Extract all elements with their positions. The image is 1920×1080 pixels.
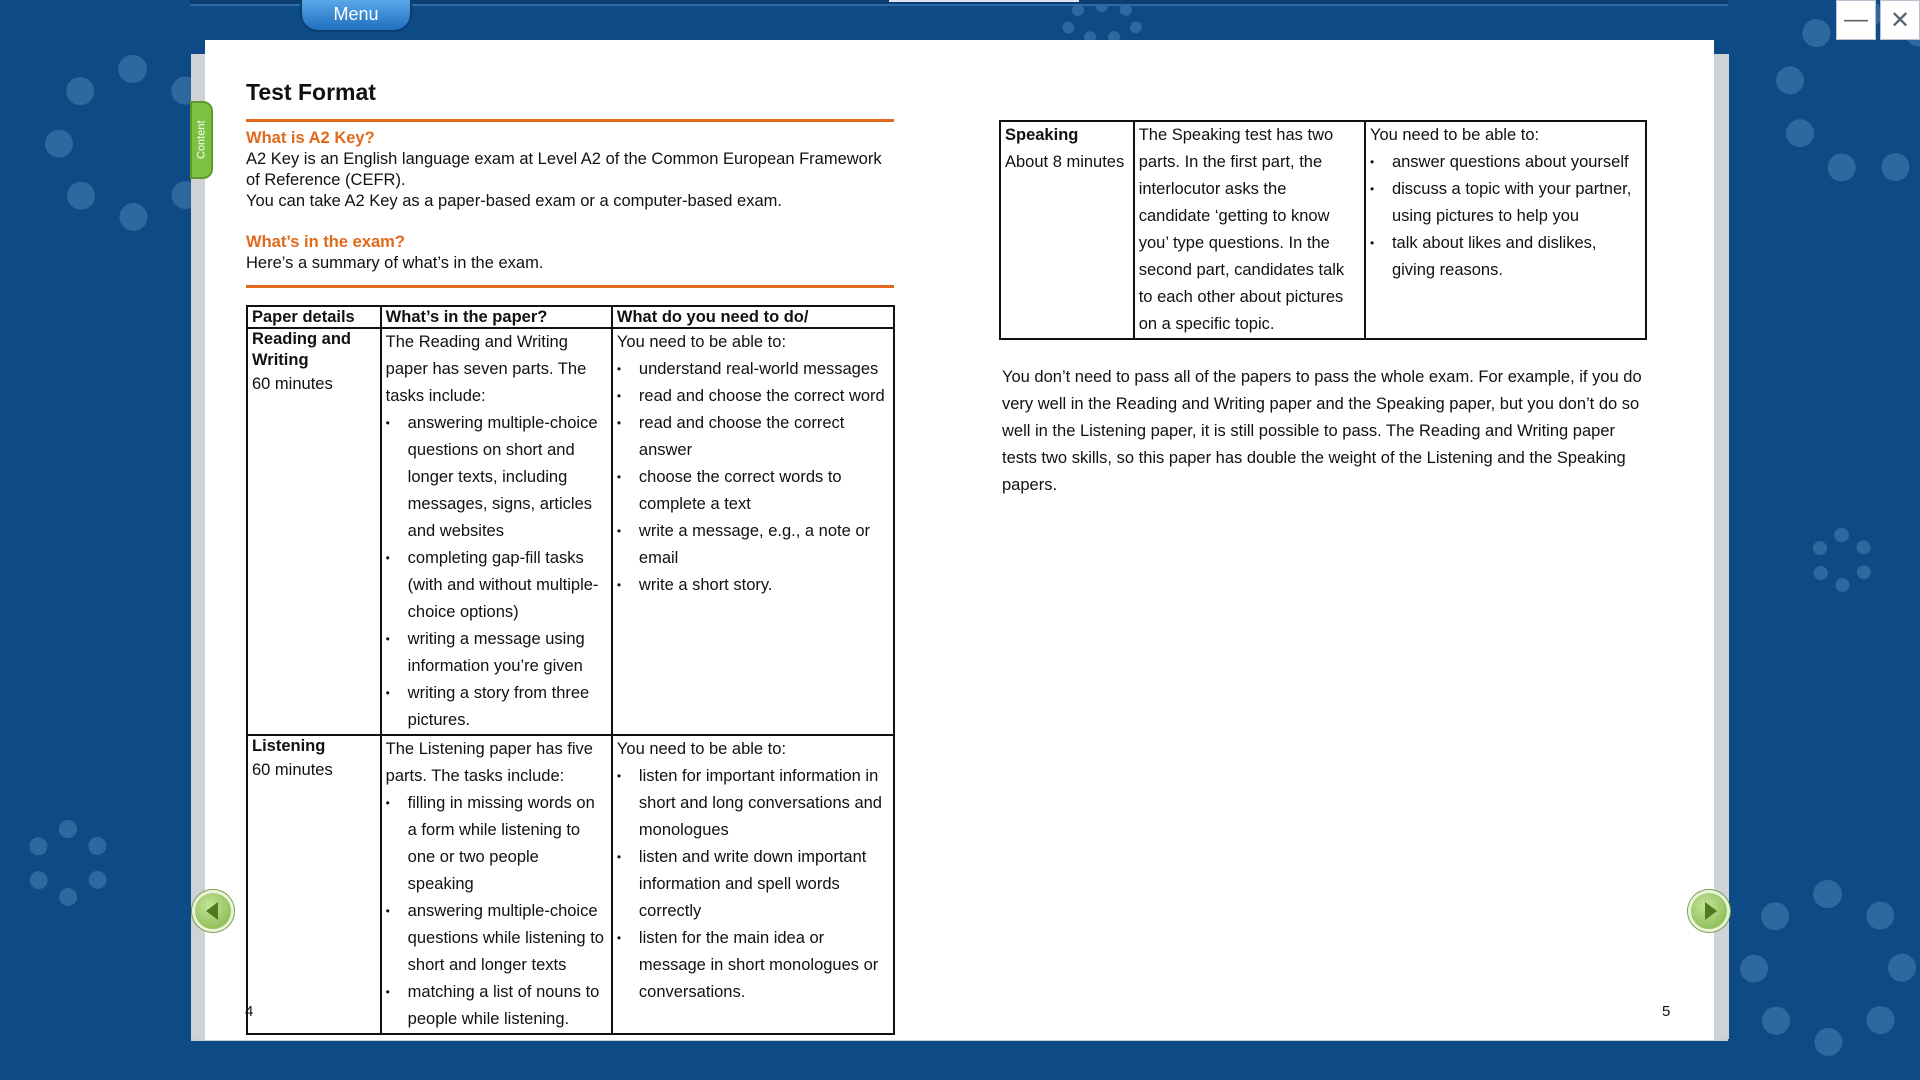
list-item: • answering multiple-choice questions while listening to short and longer texts [386, 898, 607, 979]
speaking-table [999, 120, 1647, 340]
background-decoration [1810, 528, 1874, 592]
section-heading: What is A2 Key? [246, 129, 375, 147]
paper-name: Speaking [1005, 126, 1079, 144]
background-decoration [1740, 880, 1916, 1056]
list-item: • listen for the main idea or message in short monologues or conversations. [617, 925, 889, 1006]
paper-name: Reading and Writing [252, 330, 352, 369]
needs-intro: You need to be able to: [1369, 126, 1540, 144]
paper-details-cell [247, 735, 381, 1034]
background-decoration [1060, 0, 1144, 44]
task-list [386, 790, 607, 1033]
paper-needs-cell [612, 735, 894, 1034]
list-item: • completing gap-fill tasks (with and without multiple-choice options) [386, 545, 607, 626]
column-header: What’s in the paper? [381, 306, 612, 328]
paper-name: Listening [252, 737, 326, 755]
background-decoration [25, 820, 111, 906]
paper-duration: 60 minutes [252, 375, 333, 393]
list-item: • matching a list of nouns to people while listening. [386, 979, 607, 1033]
close-icon: ✕ [1889, 6, 1911, 34]
paper-details-cell [247, 328, 381, 735]
section-text: You can take A2 Key as a paper-based exam or a computer-based exam. [246, 192, 782, 210]
list-item: • understand real-world messages [617, 356, 889, 383]
list-item: • filling in missing words on a form while listening to one or two people speaking [386, 790, 607, 898]
paper-intro: The Reading and Writing paper has seven parts. The tasks include: [385, 333, 587, 405]
arrow-left-icon [206, 902, 218, 920]
section-what-is-a2 [246, 128, 894, 212]
list-item: • listen and write down important information and spell words correctly [617, 844, 889, 925]
previous-page-button[interactable] [192, 890, 234, 932]
list-item: • talk about likes and dislikes, giving reasons. [1370, 230, 1641, 284]
divider [246, 285, 894, 288]
paper-needs-cell [612, 328, 894, 735]
paper-duration: About 8 minutes [1005, 153, 1125, 171]
close-button[interactable] [1880, 0, 1920, 40]
section-heading: What’s in the exam? [246, 233, 405, 251]
exam-format-table [246, 305, 895, 1035]
table-header-row [247, 306, 894, 328]
page-title: Test Format [246, 79, 376, 105]
page-number: 4 [245, 1003, 254, 1020]
list-item: • read and choose the correct answer [617, 410, 889, 464]
divider [246, 119, 894, 122]
needs-intro: You need to be able to: [616, 740, 787, 758]
pass-explanation: You don’t need to pass all of the papers to pass the whole exam. For example, if you do very well in the Reading and Writing paper and the Speaking paper, but you don’t do so well in the Listening paper, it is still possible to pass. The Reading and Writing paper tests two skills, so this paper has double the weight of the Listening and the Speaking papers. [1002, 368, 1642, 494]
progress-indicator [889, 0, 1079, 2]
paper-intro: The Listening paper has five parts. The tasks include: [385, 740, 593, 785]
list-item: • writing a message using information you’re given [386, 626, 607, 680]
column-header: Paper details [247, 306, 381, 328]
list-item: • write a message, e.g., a note or email [617, 518, 889, 572]
paper-duration: 60 minutes [252, 761, 333, 779]
needs-list [1370, 149, 1641, 284]
section-text: A2 Key is an English language exam at Level A2 of the Common European Framework of Reference (CEFR). [246, 150, 882, 189]
column-header: What do you need to do/ [612, 306, 894, 328]
next-page-button[interactable] [1688, 890, 1730, 932]
section-text: Here’s a summary of what’s in the exam. [246, 254, 544, 272]
paper-content-cell [381, 735, 612, 1034]
list-item: • writing a story from three pictures. [386, 680, 607, 734]
table-row [247, 328, 894, 735]
paper-needs-cell [1365, 121, 1646, 339]
arrow-right-icon [1705, 902, 1717, 920]
list-item: • write a short story. [617, 572, 889, 599]
minimize-button[interactable] [1836, 0, 1876, 40]
list-item: • discuss a topic with your partner, using pictures to help you [1370, 176, 1641, 230]
menu-button[interactable]: Menu [300, 0, 412, 32]
page-number: 5 [1662, 1003, 1671, 1020]
content-tab[interactable]: Content [190, 101, 213, 179]
needs-intro: You need to be able to: [616, 333, 787, 351]
paper-content-cell [1134, 121, 1365, 339]
list-item: • choose the correct words to complete a text [617, 464, 889, 518]
minimize-icon: — [1844, 6, 1868, 33]
list-item: • answering multiple-choice questions on short and longer texts, including messages, signs, articles and websites [386, 410, 607, 545]
section-whats-in-exam [246, 232, 894, 274]
list-item: • answer questions about yourself [1370, 149, 1641, 176]
table-row [247, 735, 894, 1034]
list-item: • read and choose the correct word [617, 383, 889, 410]
paper-intro: The Speaking test has two parts. In the first part, the interlocutor asks the candidate ‘getting to know you’ type questions. In the second part, candidates talk to each other about pictures on a specific topic. [1138, 126, 1345, 333]
paper-content-cell [381, 328, 612, 735]
table-row [1000, 121, 1646, 339]
task-list [386, 410, 607, 734]
needs-list [617, 356, 889, 599]
needs-list [617, 763, 889, 1006]
list-item: • listen for important information in short and long conversations and monologues [617, 763, 889, 844]
paper-details-cell [1000, 121, 1134, 339]
